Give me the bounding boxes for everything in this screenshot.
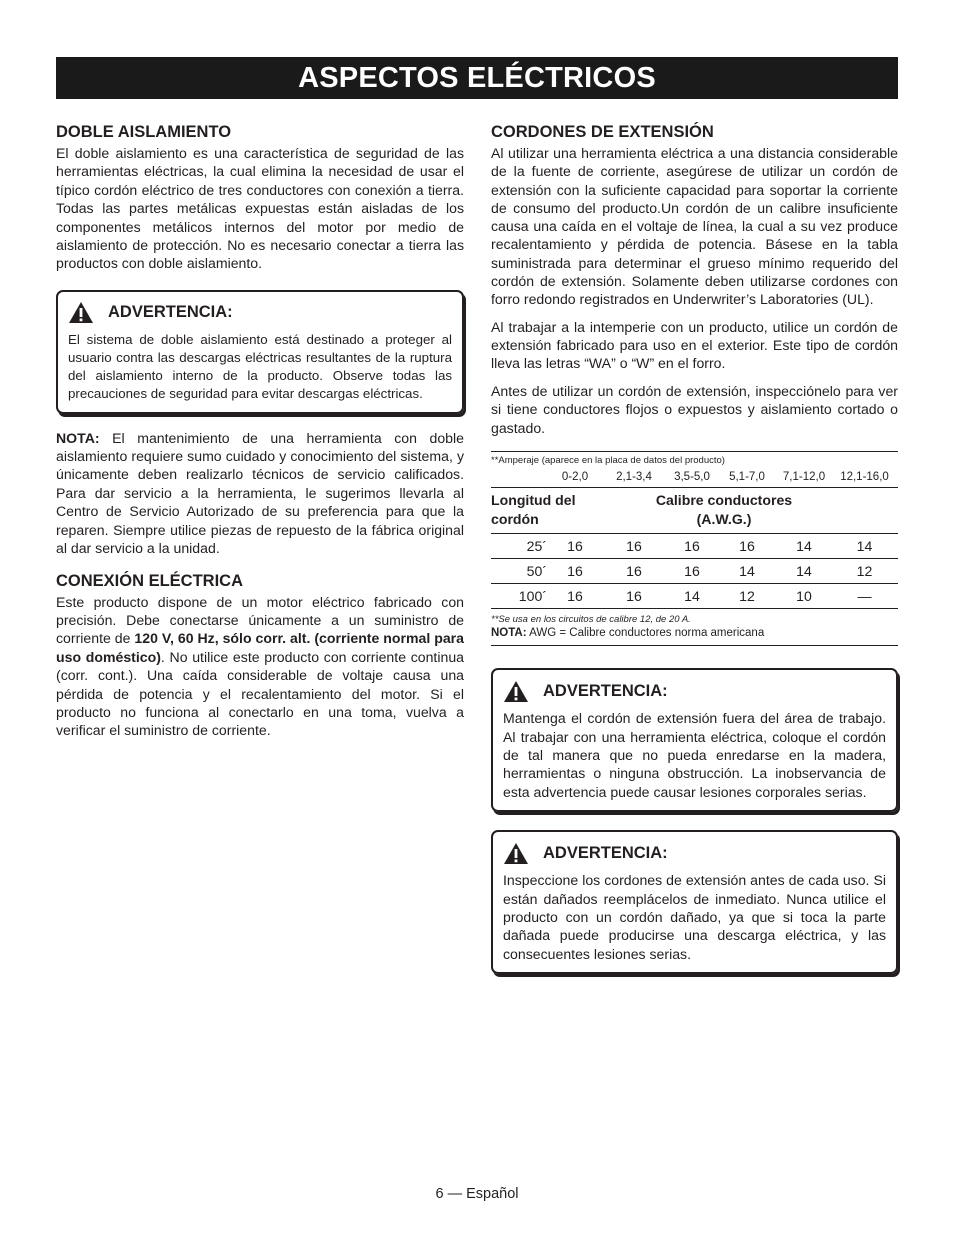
note-text: El mantenimiento de una herramienta con doble aislamiento requiere sumo cuidado y conocimiento del sistema, y únicamente deben realizarlo técnicos de servicio calificados. Para dar servicio a la herramienta, le sugerimos llevarla al Centro de Servicio Autorizado de su preferencia para que la reparen. Siempre utilice piezas de repuesto de la fábrica original al dar servicio a la unidad. — [56, 429, 464, 557]
double-insulation-text: El doble aislamiento es una característica de seguridad de las herramientas eléctricas, la cual elimina la necesidad de usar el típico cordón eléctrico de tres conductores con conexión a tierra. Todas las partes metálicas expuestas están aisladas de los componentes metálicos internos del motor por medio de aislamiento de protección. No es necesario conectar a tierra las productos con doble aislamiento. — [56, 145, 464, 272]
extension-cord-table — [491, 451, 898, 646]
warning-header — [503, 841, 886, 865]
gauge-cell: 12 — [856, 563, 873, 580]
gauge-column-header — [609, 491, 839, 529]
warning-title: ADVERTENCIA: — [543, 681, 668, 700]
left-column — [56, 122, 464, 740]
gauge-cell: 16 — [567, 538, 583, 555]
amperage-header-row — [491, 467, 898, 487]
gauge-cell: — — [857, 588, 872, 605]
gauge-header-line2: (A.W.G.) — [696, 511, 752, 528]
cord-length: 100´ — [518, 588, 547, 605]
note-label: NOTA: — [56, 429, 100, 446]
warning-text: El sistema de doble aislamiento está destinado a proteger al usuario contra las descargas eléctricas resultantes de la ruptura del aislamiento interno de la producto. Observe todas las precauciones de seguridad para evitar descargas eléctricas. — [68, 331, 452, 402]
warning-header — [503, 679, 886, 703]
gauge-header-line1: Calibre conductores — [655, 492, 793, 509]
page-title: ASPECTOS ELÉCTRICOS — [298, 62, 656, 94]
gauge-cell: 16 — [626, 563, 642, 580]
page-title-banner — [56, 57, 898, 99]
amp-range: 3,5-5,0 — [674, 471, 710, 484]
note-paragraph — [56, 429, 464, 558]
table-notes — [491, 609, 898, 645]
gauge-cell: 16 — [626, 588, 642, 605]
table-row — [491, 584, 898, 609]
double-insulation-heading: DOBLE AISLAMIENTO — [56, 123, 232, 141]
length-column-header: Longitud del cordón — [491, 492, 576, 528]
gauge-cell: 16 — [739, 538, 755, 555]
table-row — [491, 559, 898, 584]
cord-length: 25´ — [526, 538, 547, 555]
gauge-cell: 10 — [796, 588, 812, 605]
gauge-cell: 14 — [796, 563, 812, 580]
table-row — [491, 534, 898, 559]
gauge-cell: 14 — [739, 563, 755, 580]
amp-range: 0-2,0 — [561, 471, 589, 484]
amperage-note: **Amperaje (aparece en la placa de datos del producto) — [491, 455, 725, 467]
amp-range: 5,1-7,0 — [729, 471, 765, 484]
electrical-connection-heading: CONEXIÓN ELÉCTRICA — [56, 571, 244, 590]
gauge-cell: 16 — [684, 563, 700, 580]
connection-voltage-spec: 120 V, 60 Hz, sólo corr. alt. (corriente normal para uso doméstico) — [56, 630, 465, 665]
warning-title: ADVERTENCIA: — [543, 843, 668, 862]
electrical-connection-text — [56, 593, 464, 740]
warning-text: Mantenga el cordón de extensión fuera del área de trabajo. Al trabajar con una herramienta eléctrica, coloque el cordón de tal manera que no pueda enredarse en la madera, herramientas o ninguna obstrucción. La inobservancia de esta advertencia puede causar lesiones corporales serias. — [503, 710, 886, 800]
warning-box-inspect-cords — [491, 830, 898, 974]
gauge-cell: 14 — [796, 538, 812, 555]
table-header-row — [491, 487, 898, 534]
extension-cords-heading: CORDONES DE EXTENSIÓN — [491, 123, 714, 141]
gauge-cell: 16 — [684, 538, 700, 555]
warning-header — [68, 301, 452, 325]
warning-text: Inspeccione los cordones de extensión antes de cada uso. Si están dañados reemplácelos de inmediato. Nunca utilice el producto con un cordón dañado, ya que si toca la parte dañada puede producirse una descarga eléctrica, y las consecuentes lesiones serias. — [503, 872, 886, 962]
table-note-label: NOTA: — [491, 627, 527, 640]
warning-title: ADVERTENCIA: — [108, 303, 233, 322]
connection-text-end: . No utilice este producto con corriente continua (corr. cont.). Una caída considerable de voltaje causa una pérdida de potencia y el recalentamiento del motor. Si el producto no funciona al conectarlo en una toma, vuelva a verificar el suministro de corriente. — [56, 648, 464, 739]
cord-length: 50´ — [526, 563, 547, 580]
page-number: 6 — Español — [435, 1186, 519, 1202]
extension-cords-p2: Al trabajar a la intemperie con un producto, utilice un cordón de extensión fabricado para uso en el exterior. Este tipo de cordón lleva las letras “WA” o “W” en el forro. — [491, 318, 898, 372]
gauge-cell: 16 — [567, 563, 583, 580]
amp-range: 12,1-16,0 — [840, 471, 889, 484]
warning-triangle-icon — [503, 842, 529, 865]
gauge-cell: 16 — [567, 588, 583, 605]
warning-box-extension-area — [491, 668, 898, 812]
gauge-cell: 14 — [684, 588, 700, 605]
table-note — [491, 626, 898, 641]
gauge-cell: 12 — [739, 588, 755, 605]
amp-range: 2,1-3,4 — [616, 471, 652, 484]
table-note-text: AWG = Calibre conductores norma americana — [526, 627, 765, 640]
extension-cords-p3: Antes de utilizar un cordón de extensión, inspecciónelo para ver si tiene conductores flojos o expuestos y aislamiento cortado o gastado. — [491, 382, 898, 436]
extension-cords-p1: Al utilizar una herramienta eléctrica a una distancia considerable de la fuente de corriente, asegúrese de utilizar un cordón de extensión con la suficiente capacidad para soportar la corriente de consumo del producto.Un cordón de un calibre insuficiente causa una caída en el voltaje de línea, la cual a su vez produce recalentamiento y pérdida de potencia. Básese en la tabla suministrada para determinar el grueso mínimo requerido del cordón de extensión. Solamente deben utilizarse cordones con forro redondo registrados en Underwriter’s Laboratories (UL). — [491, 145, 898, 308]
warning-box-double-insulation — [56, 290, 464, 414]
gauge-cell: 14 — [856, 538, 873, 555]
table-footnote: **Se usa en los circuitos de calibre 12, de 20 A. — [491, 614, 691, 626]
gauge-cell: 16 — [626, 538, 642, 555]
warning-triangle-icon — [503, 680, 529, 703]
amp-range: 7,1-12,0 — [782, 471, 826, 484]
right-column — [491, 122, 898, 974]
connection-text-start: Este producto dispone de un motor eléctrico fabricado con precisión. Debe conectarse únicamente a un suministro de corriente de — [56, 593, 464, 647]
warning-triangle-icon — [68, 301, 94, 324]
